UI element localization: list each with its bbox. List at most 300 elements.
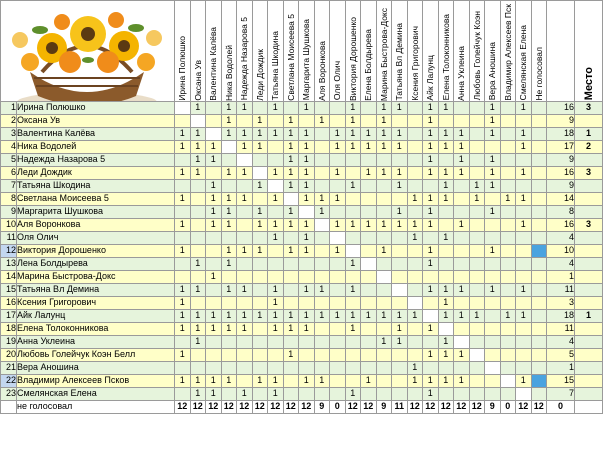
vote-cell [330,283,346,296]
table-row [1,309,603,322]
vote-cell [500,179,516,192]
vote-cell: 1 [485,179,501,192]
table-row [1,114,603,127]
vote-cell [283,283,299,296]
vote-cell [206,231,222,244]
vote-cell: 1 [283,244,299,257]
vote-cell: 1 [407,218,423,231]
vote-cell: 1 [283,309,299,322]
column-header [392,1,408,102]
vote-cell [407,270,423,283]
vote-cell [392,361,408,374]
vote-cell: 1 [175,296,191,309]
vote-cell [500,335,516,348]
vote-cell [361,387,377,400]
vote-cell: 1 [283,153,299,166]
vote-total: 4 [547,257,575,270]
vote-cell [531,179,547,192]
vote-cell [268,179,284,192]
vote-cell [423,231,439,244]
vote-cell: 1 [206,218,222,231]
column-header-label: Елена Болдырева [363,28,374,101]
vote-cell [485,257,501,270]
vote-cell [283,387,299,400]
vote-cell [252,348,268,361]
column-header-label: Оля Олич [332,61,343,101]
vote-cell [392,231,408,244]
vote-total: 9 [547,179,575,192]
vote-cell: 1 [221,114,237,127]
vote-cell: 1 [190,374,206,387]
row-number: 20 [1,348,17,361]
participant-name: Аля Воронкова [17,218,175,231]
vote-cell [206,296,222,309]
vote-cell [237,153,253,166]
vote-cell [392,192,408,205]
vote-cell [531,335,547,348]
vote-cell [299,114,315,127]
vote-cell [485,335,501,348]
vote-cell [330,361,346,374]
vote-cell [175,205,191,218]
vote-cell: 1 [252,244,268,257]
vote-cell [500,218,516,231]
vote-cell: 1 [423,153,439,166]
vote-cell [516,179,532,192]
vote-cell [531,166,547,179]
vote-cell [500,361,516,374]
vote-total: 17 [547,140,575,153]
vote-cell [485,361,501,374]
vote-cell [345,153,361,166]
vote-cell [469,270,485,283]
vote-cell [299,270,315,283]
vote-cell [469,205,485,218]
vote-cell [531,309,547,322]
vote-cell: 1 [392,127,408,140]
vote-cell [345,192,361,205]
vote-cell [268,257,284,270]
vote-cell [206,361,222,374]
vote-cell [252,101,268,114]
vote-cell [454,257,470,270]
column-header [469,1,485,102]
vote-cell: 1 [330,218,346,231]
vote-cell: 1 [345,114,361,127]
row-number: 12 [1,244,17,257]
not-voted-count: 12 [268,400,284,413]
row-number: 7 [1,179,17,192]
highlight-cell [531,244,547,257]
vote-cell [516,387,532,400]
vote-cell [206,335,222,348]
vote-cell: 1 [299,127,315,140]
vote-cell [376,283,392,296]
vote-cell: 1 [392,335,408,348]
vote-cell [190,231,206,244]
vote-cell [500,270,516,283]
vote-cell [485,270,501,283]
vote-cell [407,257,423,270]
vote-cell: 1 [392,322,408,335]
vote-cell: 1 [283,114,299,127]
vote-cell [438,244,454,257]
vote-cell [500,127,516,140]
vote-cell [407,283,423,296]
vote-cell: 1 [268,283,284,296]
vote-cell [314,179,330,192]
vote-cell [392,296,408,309]
not-voted-count: 9 [314,400,330,413]
vote-cell: 1 [423,283,439,296]
vote-cell [237,296,253,309]
vote-cell [407,322,423,335]
vote-cell: 1 [190,166,206,179]
place-value [575,322,603,335]
table-row [1,205,603,218]
not-voted-row [1,400,603,413]
vote-cell: 1 [485,244,501,257]
highlight-cell [531,374,547,387]
vote-cell [330,296,346,309]
row-number: 8 [1,192,17,205]
not-voted-count: 12 [361,400,377,413]
place-value [575,335,603,348]
vote-cell: 1 [206,374,222,387]
table-row [1,335,603,348]
vote-cell: 1 [345,283,361,296]
table-row [1,101,603,114]
column-header-label: Ирина Полюшко [177,35,188,101]
vote-cell [330,257,346,270]
place-value [575,387,603,400]
participant-name: Светлана Моисеева 5 [17,192,175,205]
vote-cell [392,257,408,270]
vote-cell [175,153,191,166]
vote-cell: 1 [252,374,268,387]
vote-cell: 1 [345,127,361,140]
participant-name: Марина Быстрова-Докс [17,270,175,283]
vote-cell [361,322,377,335]
vote-cell: 1 [423,374,439,387]
vote-cell: 1 [190,283,206,296]
footer-spacer [1,400,17,413]
vote-cell: 1 [221,101,237,114]
not-voted-count: 12 [516,400,532,413]
vote-cell [361,335,377,348]
vote-cell [361,101,377,114]
vote-cell [516,257,532,270]
vote-cell [469,218,485,231]
vote-cell [237,231,253,244]
row-number: 1 [1,101,17,114]
place-value [575,257,603,270]
vote-cell [469,127,485,140]
vote-cell [485,140,501,153]
vote-cell [190,270,206,283]
vote-cell: 1 [175,309,191,322]
vote-cell: 1 [392,309,408,322]
vote-total: 14 [547,192,575,205]
vote-cell [531,205,547,218]
vote-cell: 1 [454,127,470,140]
column-header [175,1,191,102]
vote-cell [469,374,485,387]
vote-total: 3 [547,296,575,309]
vote-cell [469,348,485,361]
vote-cell: 1 [345,218,361,231]
vote-cell: 1 [438,101,454,114]
vote-cell: 1 [237,101,253,114]
place-value [575,153,603,166]
vote-cell [283,374,299,387]
vote-cell: 1 [283,166,299,179]
vote-cell [392,348,408,361]
vote-cell [314,140,330,153]
vote-cell [345,231,361,244]
vote-cell [500,257,516,270]
participant-name: Смелянская Елена [17,387,175,400]
vote-cell [454,192,470,205]
vote-cell [454,244,470,257]
vote-cell: 1 [485,153,501,166]
column-header-label: Оксана Ув [192,59,203,101]
vote-cell [330,101,346,114]
vote-cell: 1 [345,179,361,192]
vote-cell: 1 [423,140,439,153]
vote-cell [190,114,206,127]
vote-cell: 1 [268,192,284,205]
vote-cell: 1 [190,127,206,140]
vote-total: 4 [547,335,575,348]
vote-cell: 1 [190,153,206,166]
vote-cell: 1 [438,374,454,387]
place-value: 1 [575,127,603,140]
table-row [1,140,603,153]
not-voted-count: 9 [485,400,501,413]
vote-cell [268,140,284,153]
participant-name: Ксения Григорович [17,296,175,309]
vote-cell: 1 [206,153,222,166]
not-voted-count: 12 [438,400,454,413]
vote-cell [392,387,408,400]
vote-cell [268,114,284,127]
vote-cell [175,335,191,348]
vote-cell [237,361,253,374]
vote-cell: 1 [237,322,253,335]
vote-cell: 1 [454,283,470,296]
vote-cell [361,114,377,127]
vote-cell [314,322,330,335]
vote-cell [407,179,423,192]
vote-cell: 1 [283,127,299,140]
place-value: 3 [575,218,603,231]
vote-cell [221,179,237,192]
row-number: 17 [1,309,17,322]
vote-cell [252,231,268,244]
vote-cell [376,296,392,309]
vote-cell [423,309,439,322]
vote-cell: 1 [376,166,392,179]
vote-cell [190,296,206,309]
vote-cell [190,348,206,361]
vote-cell [314,361,330,374]
vote-cell: 1 [376,244,392,257]
table-row [1,244,603,257]
vote-cell [376,270,392,283]
table-row [1,153,603,166]
row-number: 19 [1,335,17,348]
column-header-label: Вера Аношина [487,42,498,101]
column-header [330,1,346,102]
vote-cell: 1 [206,205,222,218]
vote-cell: 1 [454,348,470,361]
vote-cell [469,335,485,348]
vote-cell: 1 [268,166,284,179]
place-value: 3 [575,166,603,179]
vote-cell [361,296,377,309]
vote-cell [221,387,237,400]
vote-cell: 1 [268,218,284,231]
vote-cell [376,361,392,374]
vote-cell [376,231,392,244]
vote-cell: 1 [438,296,454,309]
vote-cell: 1 [516,101,532,114]
column-header-label: Ника Водолей [223,44,234,101]
vote-cell [376,192,392,205]
vote-cell [516,231,532,244]
vote-cell: 1 [392,140,408,153]
vote-cell [190,361,206,374]
vote-cell: 1 [268,374,284,387]
vote-cell [314,166,330,179]
vote-cell: 1 [190,322,206,335]
vote-cell [283,101,299,114]
vote-cell [237,114,253,127]
row-number: 21 [1,361,17,374]
table-row [1,231,603,244]
vote-cell [299,361,315,374]
vote-cell [206,348,222,361]
vote-cell [330,374,346,387]
not-voted-count: 9 [376,400,392,413]
vote-cell [454,231,470,244]
not-voted-count: 12 [423,400,439,413]
vote-total: 16 [547,218,575,231]
vote-cell [252,335,268,348]
vote-cell [500,205,516,218]
vote-cell: 1 [361,166,377,179]
vote-cell [268,153,284,166]
vote-cell: 1 [469,192,485,205]
vote-cell [361,257,377,270]
vote-cell: 1 [423,192,439,205]
vote-cell [454,361,470,374]
vote-cell [190,205,206,218]
vote-cell [376,205,392,218]
vote-cell [438,322,454,335]
vote-cell: 1 [299,179,315,192]
vote-cell [469,361,485,374]
vote-cell: 1 [175,127,191,140]
row-number: 18 [1,322,17,335]
row-number: 3 [1,127,17,140]
vote-cell [485,309,501,322]
vote-cell [206,101,222,114]
place-value [575,361,603,374]
vote-cell: 1 [175,348,191,361]
vote-cell [438,361,454,374]
vote-cell [252,153,268,166]
not-voted-count: 12 [206,400,222,413]
vote-cell: 1 [330,166,346,179]
column-header-label: Ксения Григорович [409,25,420,101]
participant-name: Владимир Алексеев Псков [17,374,175,387]
vote-cell: 1 [299,101,315,114]
vote-cell: 1 [485,205,501,218]
not-voted-label: не голосовал [17,400,175,413]
vote-cell [361,192,377,205]
vote-cell [283,270,299,283]
vote-cell: 1 [423,244,439,257]
vote-total: 10 [547,244,575,257]
vote-cell: 1 [345,101,361,114]
vote-cell [485,231,501,244]
vote-cell [283,257,299,270]
vote-cell [392,244,408,257]
vote-cell [345,166,361,179]
vote-cell [237,205,253,218]
vote-cell: 1 [361,309,377,322]
table-row [1,166,603,179]
vote-cell: 1 [407,231,423,244]
vote-cell: 1 [376,114,392,127]
vote-cell: 1 [314,192,330,205]
vote-cell: 1 [423,387,439,400]
vote-cell [252,192,268,205]
vote-cell [206,114,222,127]
table-row [1,361,603,374]
vote-cell: 1 [221,127,237,140]
vote-cell: 1 [438,335,454,348]
vote-cell [206,283,222,296]
vote-cell: 1 [252,114,268,127]
vote-cell [469,101,485,114]
vote-cell: 1 [392,218,408,231]
vote-cell: 1 [252,127,268,140]
vote-cell [206,257,222,270]
table-row [1,387,603,400]
column-header [423,1,439,102]
vote-cell: 1 [423,218,439,231]
vote-cell [283,192,299,205]
vote-cell: 1 [500,192,516,205]
participant-name: Вера Аношина [17,361,175,374]
column-header-label: Аля Воронкова [316,40,327,101]
vote-cell [221,270,237,283]
vote-cell [268,335,284,348]
vote-total: 9 [547,114,575,127]
vote-cell [268,361,284,374]
not-voted-count: 12 [237,400,253,413]
vote-cell: 1 [423,348,439,361]
vote-cell: 1 [423,205,439,218]
column-header [252,1,268,102]
vote-cell [469,322,485,335]
column-header-label: Марина Быстрова-Докс [378,7,389,101]
vote-cell [531,192,547,205]
vote-cell [361,153,377,166]
